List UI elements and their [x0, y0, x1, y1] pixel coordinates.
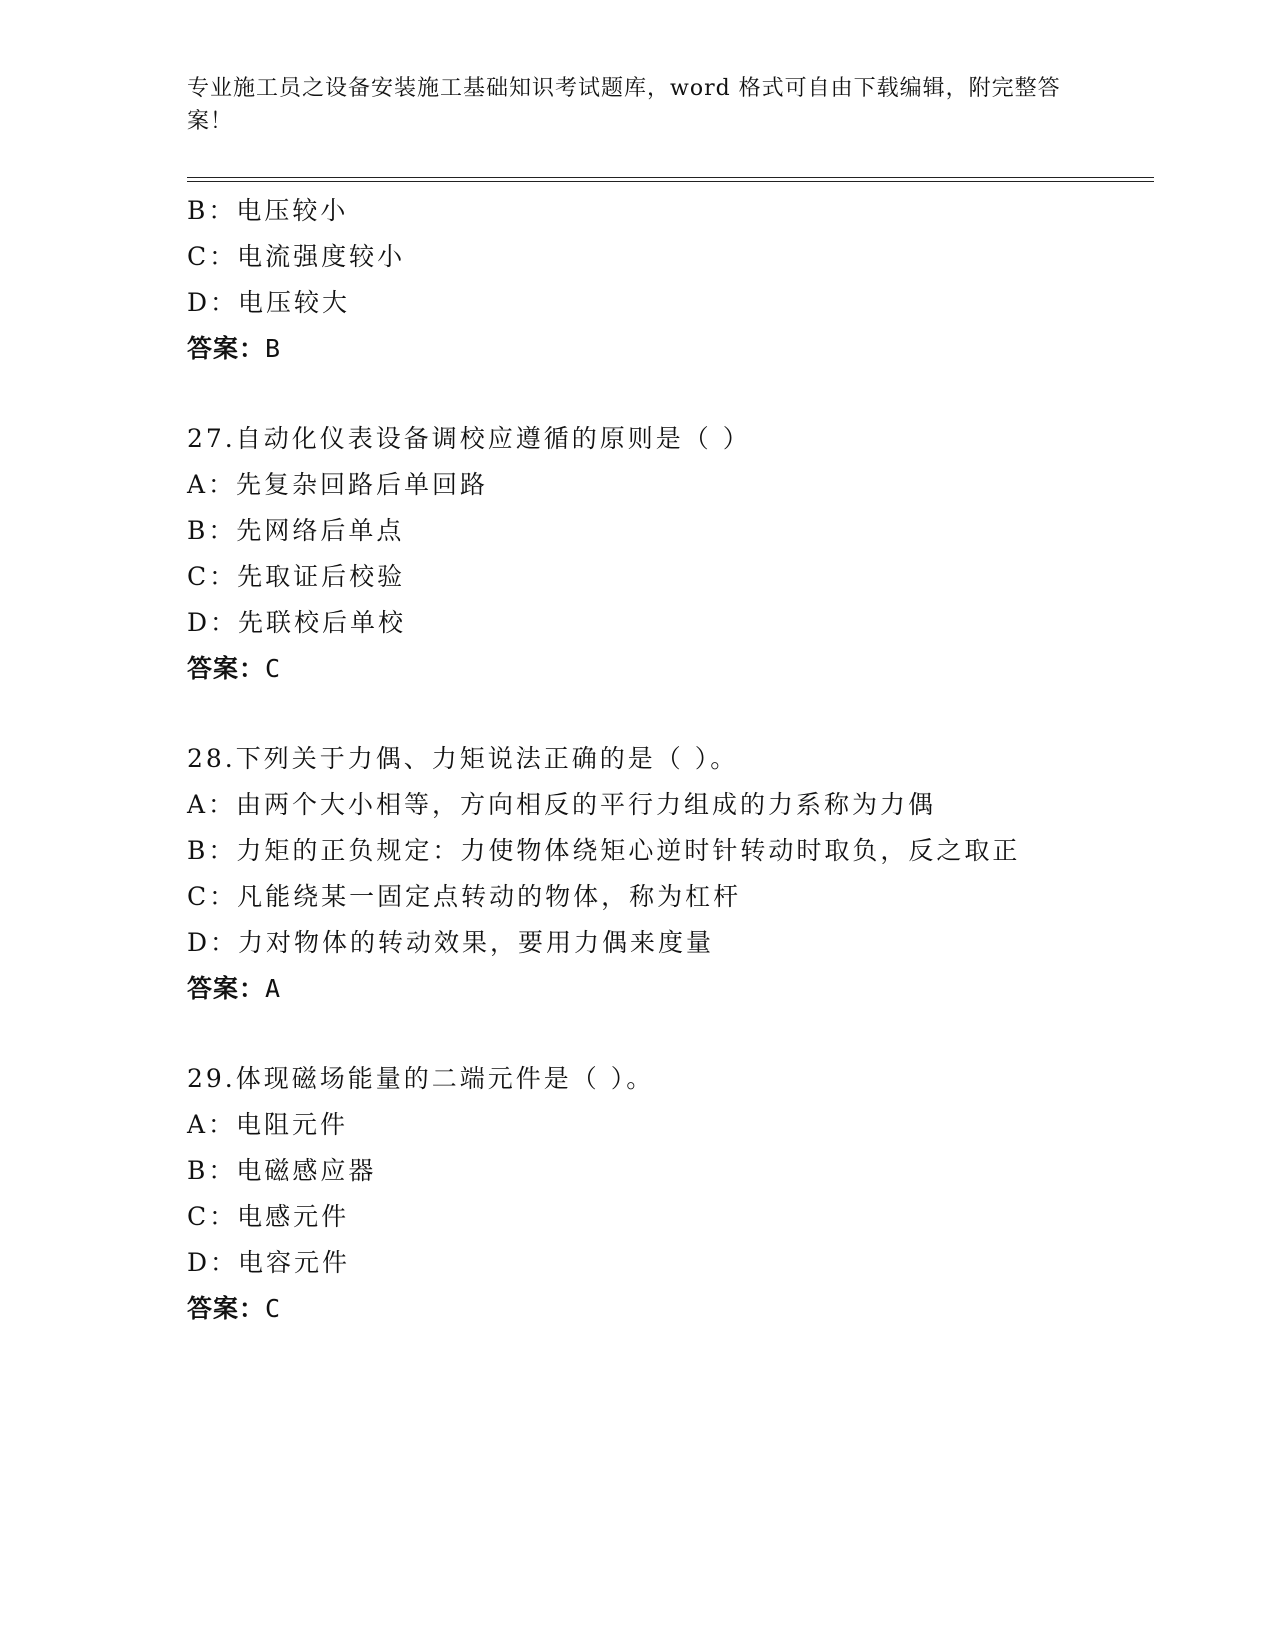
answer-label: 答案： — [187, 654, 266, 683]
question-list — [187, 188, 1147, 1332]
question-spacer — [187, 692, 1147, 736]
option-c: C：电感元件 — [187, 1202, 350, 1231]
question-stem: 28.下列关于力偶、力矩说法正确的是（ ）。 — [187, 744, 739, 773]
question-spacer — [187, 1012, 1147, 1056]
option-a: A：先复杂回路后单回路 — [187, 470, 489, 499]
option-c: C：先取证后校验 — [187, 562, 406, 591]
answer-value: C — [265, 654, 284, 683]
option-d: D：先联校后单校 — [187, 608, 407, 637]
question-block-26 — [187, 188, 1147, 372]
option-c: C：电流强度较小 — [187, 242, 406, 271]
answer-line — [187, 326, 1147, 372]
answer-line — [187, 966, 1147, 1012]
option-b: B：先网络后单点 — [187, 516, 405, 545]
option-b: B：力矩的正负规定：力使物体绕矩心逆时针转动时取负，反之取正 — [187, 836, 1021, 865]
answer-line — [187, 646, 1147, 692]
question-spacer — [187, 372, 1147, 416]
option-a: A：由两个大小相等，方向相反的平行力组成的力系称为力偶 — [187, 790, 937, 819]
question-stem: 27.自动化仪表设备调校应遵循的原则是（ ） — [187, 424, 751, 453]
option-d: D：电压较大 — [187, 288, 351, 317]
header-divider — [187, 177, 1154, 182]
answer-label: 答案： — [187, 974, 266, 1003]
question-block-29 — [187, 1056, 1147, 1332]
answer-value: C — [265, 1294, 284, 1323]
answer-value: B — [265, 334, 284, 363]
option-d: D：电容元件 — [187, 1248, 351, 1277]
option-b: B：电磁感应器 — [187, 1156, 377, 1185]
question-stem: 29.体现磁场能量的二端元件是（ ）。 — [187, 1064, 655, 1093]
option-a: A：电阻元件 — [187, 1110, 349, 1139]
option-d: D：力对物体的转动效果，要用力偶来度量 — [187, 928, 715, 957]
answer-line — [187, 1286, 1147, 1332]
answer-label: 答案： — [187, 1294, 266, 1323]
option-c: C：凡能绕某一固定点转动的物体，称为杠杆 — [187, 882, 742, 911]
document-header: 专业施工员之设备安装施工基础知识考试题库，word 格式可自由下载编辑，附完整答案！ — [187, 76, 1061, 134]
option-b: B：电压较小 — [187, 196, 349, 225]
answer-value: A — [265, 974, 284, 1003]
answer-label: 答案： — [187, 334, 266, 363]
question-block-27 — [187, 416, 1147, 692]
question-block-28 — [187, 736, 1147, 1012]
